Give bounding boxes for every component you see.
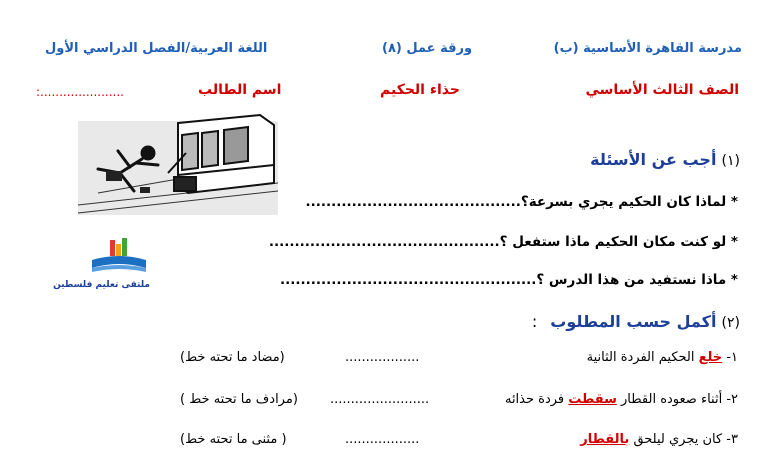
section-2-heading [532, 312, 740, 331]
question-1: * لماذا كان الحكيم يجري بسرعة؟.......................................... [305, 194, 738, 210]
item-2-blank: ........................ [330, 392, 430, 407]
subject-term: اللغة العربية/الفصل الدراسي الأول [45, 41, 268, 56]
section-2-title: أكمل حسب المطلوب [550, 312, 717, 331]
question-3: * ماذا نستفيد من هذا الدرس ؟.................................................. [279, 272, 738, 288]
student-name-blank: :...................... [36, 85, 124, 99]
section-1-number: (١) [721, 153, 740, 169]
school-name: مدرسة القاهرة الأساسية (ب) [553, 41, 742, 56]
grade-label: الصف الثالث الأساسي [585, 82, 739, 98]
section-2-colon: : [531, 312, 538, 331]
item-1-sentence [587, 350, 738, 365]
item-3-prefix: ٣- كان يجري ليلحق [633, 432, 738, 447]
item-1-prefix: ١- [726, 350, 738, 365]
item-3-hint: ( مثنى ما تحته خط) [180, 432, 287, 447]
item-3-sentence [580, 432, 738, 447]
section-2-number: (٢) [721, 315, 740, 331]
item-2-rest: فردة حذائه [504, 392, 565, 407]
item-1-hint: (مضاد ما تحته خط) [180, 350, 285, 365]
item-1-blank: .................. [345, 350, 420, 365]
lesson-title: حذاء الحكيم [380, 82, 460, 98]
item-2-hint: (مرادف ما تحته خط ) [180, 392, 298, 407]
item-2-sentence [505, 392, 738, 407]
site-logo [53, 238, 150, 302]
item-2-prefix: ٢- أثناء صعوده القطار [621, 392, 738, 407]
question-2: * لو كنت مكان الحكيم ماذا ستفعل ؟............................................. [268, 234, 738, 250]
section-1-heading [590, 150, 740, 169]
logo-text: ملتقى تعليم فلسطين [53, 280, 150, 290]
train-illustration [78, 113, 278, 215]
item-3-keyword: بالقطار [580, 432, 630, 447]
item-2-keyword: سقطت [568, 392, 617, 407]
item-1-rest: الحكيم الفردة الثانية [586, 350, 695, 365]
student-name-label: اسم الطالب [198, 82, 282, 98]
section-1-title: أجب عن الأسئلة [590, 150, 717, 169]
item-3-blank: .................. [345, 432, 420, 447]
worksheet-number: ورقة عمل (٨) [382, 41, 473, 56]
item-1-keyword: خلع [698, 350, 723, 365]
